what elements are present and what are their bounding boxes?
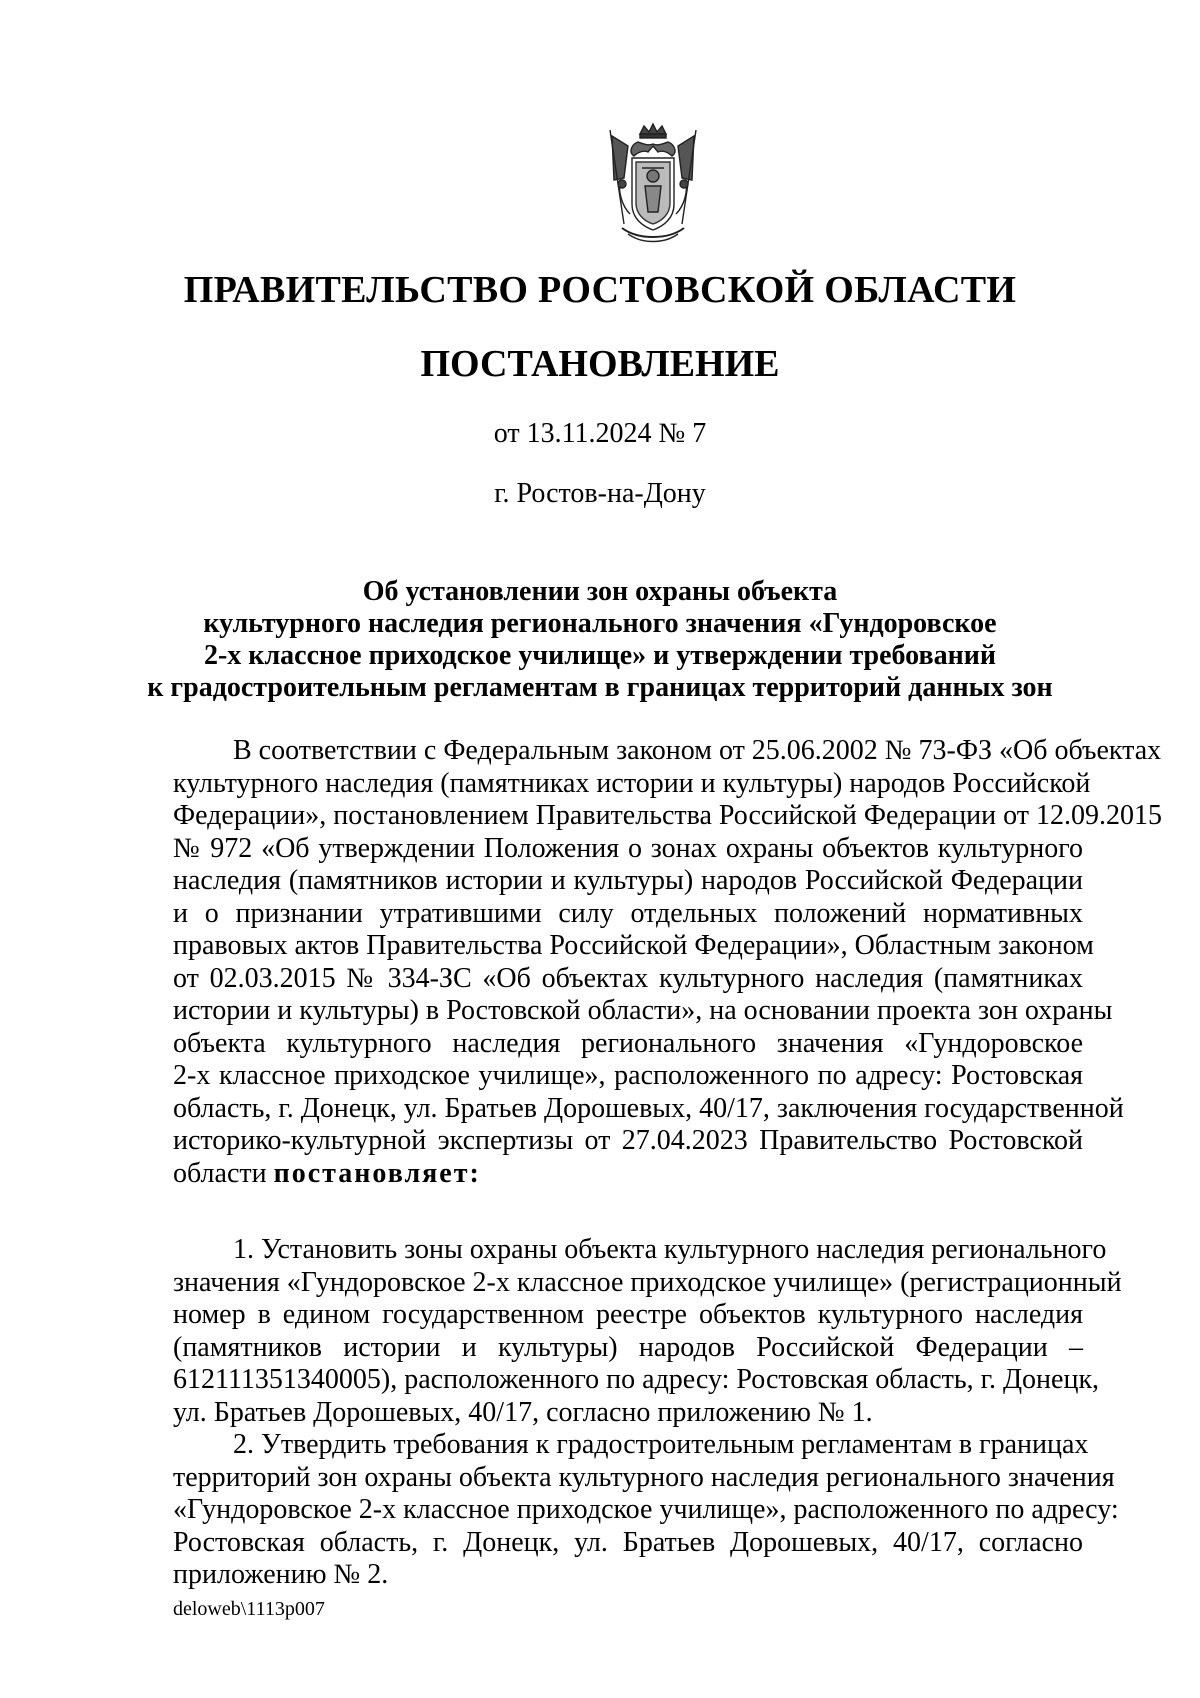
point-1-line: 1. Установить зоны охраны объекта культурного наследия регионального: [233, 1234, 1107, 1265]
preamble-line: историко-культурной экспертизы от 27.04.2023 Правительство Ростовской: [173, 1125, 1083, 1156]
point-2-line: территорий зон охраны объекта культурного наследия регионального значения: [173, 1461, 1115, 1493]
document-type-title: ПОСТАНОВЛЕНИЕ: [420, 343, 780, 385]
preamble-line: В соответствии с Федеральным законом от 25.06.2002 № 73-ФЗ «Об объектах: [233, 735, 1162, 766]
point-2-line: Ростовская область, г. Донецк, ул. Братьев Дорошевых, 40/17, согласно: [173, 1526, 1083, 1558]
preamble-line: 2-х классное приходское училище», расположенного по адресу: Ростовская: [173, 1060, 1083, 1091]
subject-line: 2-х классное приходское училище» и утверждении требований: [203, 640, 996, 671]
preamble-line: объекта культурного наследия регионального значения «Гундоровское: [173, 1027, 1083, 1059]
preamble-line: наследия (памятников истории и культуры) народов Российской Федерации: [173, 865, 1083, 896]
point-1-line: значения «Гундоровское 2-х классное приходское училище» (регистрационный: [173, 1266, 1122, 1298]
point-2-line: 2. Утвердить требования к градостроительным регламентам в границах: [233, 1429, 1089, 1460]
preamble-line: Федерации», постановлением Правительства Российской Федерации от 12.09.2015: [173, 800, 1162, 831]
resolves-word: постановляет:: [273, 1157, 481, 1189]
file-code: deloweb\1113p007: [173, 1598, 325, 1620]
preamble-line-prefix: области: [173, 1157, 274, 1189]
preamble-line: культурного наследия (памятниках истории и культуры) народов Российской: [173, 767, 1091, 799]
document-city: г. Ростов-на-Дону: [494, 478, 706, 509]
subject-line: культурного наследия регионального значения «Гундоровское: [203, 608, 997, 639]
document-subject: [0, 576, 1200, 704]
point-2-line: приложению № 2.: [173, 1559, 389, 1590]
subject-line: Об установлении зон охраны объекта: [362, 576, 838, 607]
point-1-line: 612111351340005), расположенного по адресу: Ростовская область, г. Донецк,: [173, 1364, 1100, 1395]
preamble-line: от 02.03.2015 № 334-ЗС «Об объектах культурного наследия (памятниках: [173, 962, 1083, 994]
point-1-line: (памятников истории и культуры) народов Российской Федерации –: [173, 1331, 1083, 1363]
preamble-line: и о признании утратившими силу отдельных положений нормативных: [173, 897, 1083, 929]
preamble-last-line: [173, 1158, 1083, 1191]
point-2-line: «Гундоровское 2-х классное приходское училище», расположенного по адресу:: [173, 1494, 1119, 1525]
point-2-paragraph: [173, 1429, 1119, 1592]
point-1-line: ул. Братьев Дорошевых, 40/17, согласно приложению № 1.: [173, 1396, 873, 1428]
organization-title: ПРАВИТЕЛЬСТВО РОСТОВСКОЙ ОБЛАСТИ: [183, 269, 1017, 311]
subject-line: к градостроительным регламентам в границах территорий данных зон: [147, 672, 1053, 703]
preamble-line: область, г. Донецк, ул. Братьев Дорошевых, 40/17, заключения государственной: [173, 1092, 1124, 1124]
preamble-line: правовых актов Правительства Российской Федерации», Областным законом: [173, 930, 1094, 961]
preamble-line: № 972 «Об утверждении Положения о зонах охраны объектов культурного: [173, 832, 1083, 864]
document-date-number: от 13.11.2024 № 7: [493, 418, 707, 449]
point-1-paragraph: [173, 1234, 1122, 1429]
point-1-line: номер в едином государственном реестре объектов культурного наследия: [173, 1299, 1083, 1330]
preamble-line: истории и культуры) в Ростовской области», на основании проекта зон охраны: [173, 995, 1113, 1026]
coat-of-arms-icon: [598, 120, 708, 248]
preamble-paragraph: [173, 735, 1162, 1190]
